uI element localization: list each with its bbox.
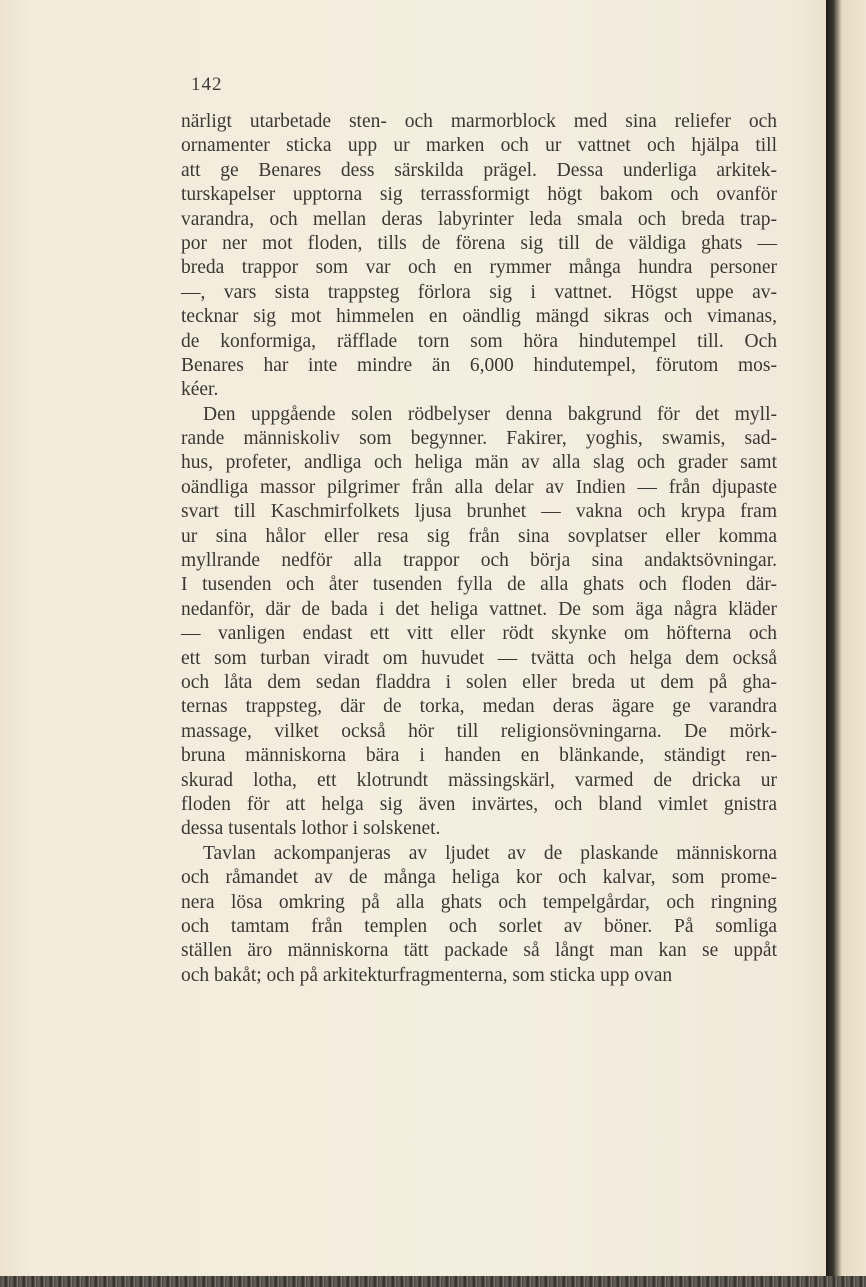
text-line: och låta dem sedan fladdra i solen eller breda ut dem på gha-: [181, 671, 777, 693]
text-line: varandra, och mellan deras labyrinter leda smala och breda trap-: [181, 208, 777, 230]
text-line: ternas trappsteg, där de torka, medan deras ägare ge varandra: [181, 696, 777, 718]
text-line: oändliga massor pilgrimer från alla delar av Indien — från djupaste: [181, 476, 777, 498]
text-line: att ge Benares dess särskilda prägel. Dessa underliga arkitek-: [181, 159, 777, 181]
text-line: kéer.: [181, 379, 219, 401]
bottom-edge: [0, 1276, 866, 1287]
paragraph: [181, 842, 777, 988]
text-line: bruna människorna bära i handen en blänkande, ständigt ren-: [181, 745, 777, 767]
page-number: 142: [191, 74, 223, 95]
text-line: breda trappor som var och en rymmer många hundra personer: [181, 257, 777, 279]
page-edge: [826, 0, 866, 1276]
body-text: [181, 110, 777, 988]
text-line: nera lösa omkring på alla ghats och tempelgårdar, och ringning: [181, 891, 777, 913]
text-line: — vanligen endast ett vitt eller rödt skynke om höfterna och: [181, 623, 777, 645]
text-line: rande människoliv som begynner. Fakirer, yoghis, swamis, sad-: [181, 428, 777, 450]
text-line: de konformiga, räfflade torn som höra hindutempel till. Och: [181, 330, 777, 352]
text-line: dessa tusentals lothor i solskenet.: [181, 818, 441, 840]
text-line: Tavlan ackompanjeras av ljudet av de plaskande människorna: [203, 842, 777, 864]
text-line: nedanför, där de bada i det heliga vattnet. De som äga några kläder: [181, 598, 777, 620]
text-line: närligt utarbetade sten- och marmorblock med sina reliefer och: [181, 111, 777, 132]
text-line: ur sina hålor eller resa sig från sina sovplatser eller komma: [181, 525, 777, 547]
text-line: svart till Kaschmirfolkets ljusa brunhet — vakna och krypa fram: [181, 501, 777, 523]
text-line: ornamenter sticka upp ur marken och ur vattnet och hjälpa till: [181, 135, 777, 157]
text-line: I tusenden och åter tusenden fylla de alla ghats och floden där-: [181, 574, 777, 596]
text-line: ställen äro människorna tätt packade så långt man kan se uppåt: [181, 940, 777, 962]
text-line: och tamtam från templen och sorlet av böner. På somliga: [181, 915, 777, 937]
text-line: myllrande nedför alla trappor och börja sina andaktsövningar.: [181, 550, 777, 572]
text-line: tecknar sig mot himmelen en oändlig mängd sikras och vimanas,: [181, 306, 777, 328]
paragraph: [181, 403, 777, 842]
text-line: —, vars sista trappsteg förlora sig i vattnet. Högst uppe av-: [181, 281, 777, 303]
text-line: por ner mot floden, tills de förena sig till de väldiga ghats —: [181, 232, 777, 254]
text-line: Benares har inte mindre än 6,000 hindutempel, förutom mos-: [181, 354, 777, 376]
paragraph: [181, 110, 777, 403]
text-line: och bakåt; och på arkitekturfragmenterna, som sticka upp ovan: [181, 964, 673, 986]
text-line: Den uppgående solen rödbelyser denna bakgrund för det myll-: [203, 403, 777, 425]
text-line: ett som turban viradt om huvudet — tvätta och helga dem också: [181, 647, 777, 669]
text-line: hus, profeter, andliga och heliga män av alla slag och grader samt: [181, 452, 777, 474]
text-line: massage, vilket också hör till religionsövningarna. De mörk-: [181, 720, 777, 742]
text-line: turskapelser upptorna sig terrassformigt högt bakom och ovanför: [181, 184, 777, 206]
text-line: floden för att helga sig även invärtes, och bland vimlet gnistra: [181, 793, 777, 815]
text-line: skurad lotha, ett klotrundt mässingskärl, varmed de dricka ur: [181, 769, 777, 791]
text-line: och råmandet av de många heliga kor och kalvar, som prome-: [181, 867, 777, 889]
